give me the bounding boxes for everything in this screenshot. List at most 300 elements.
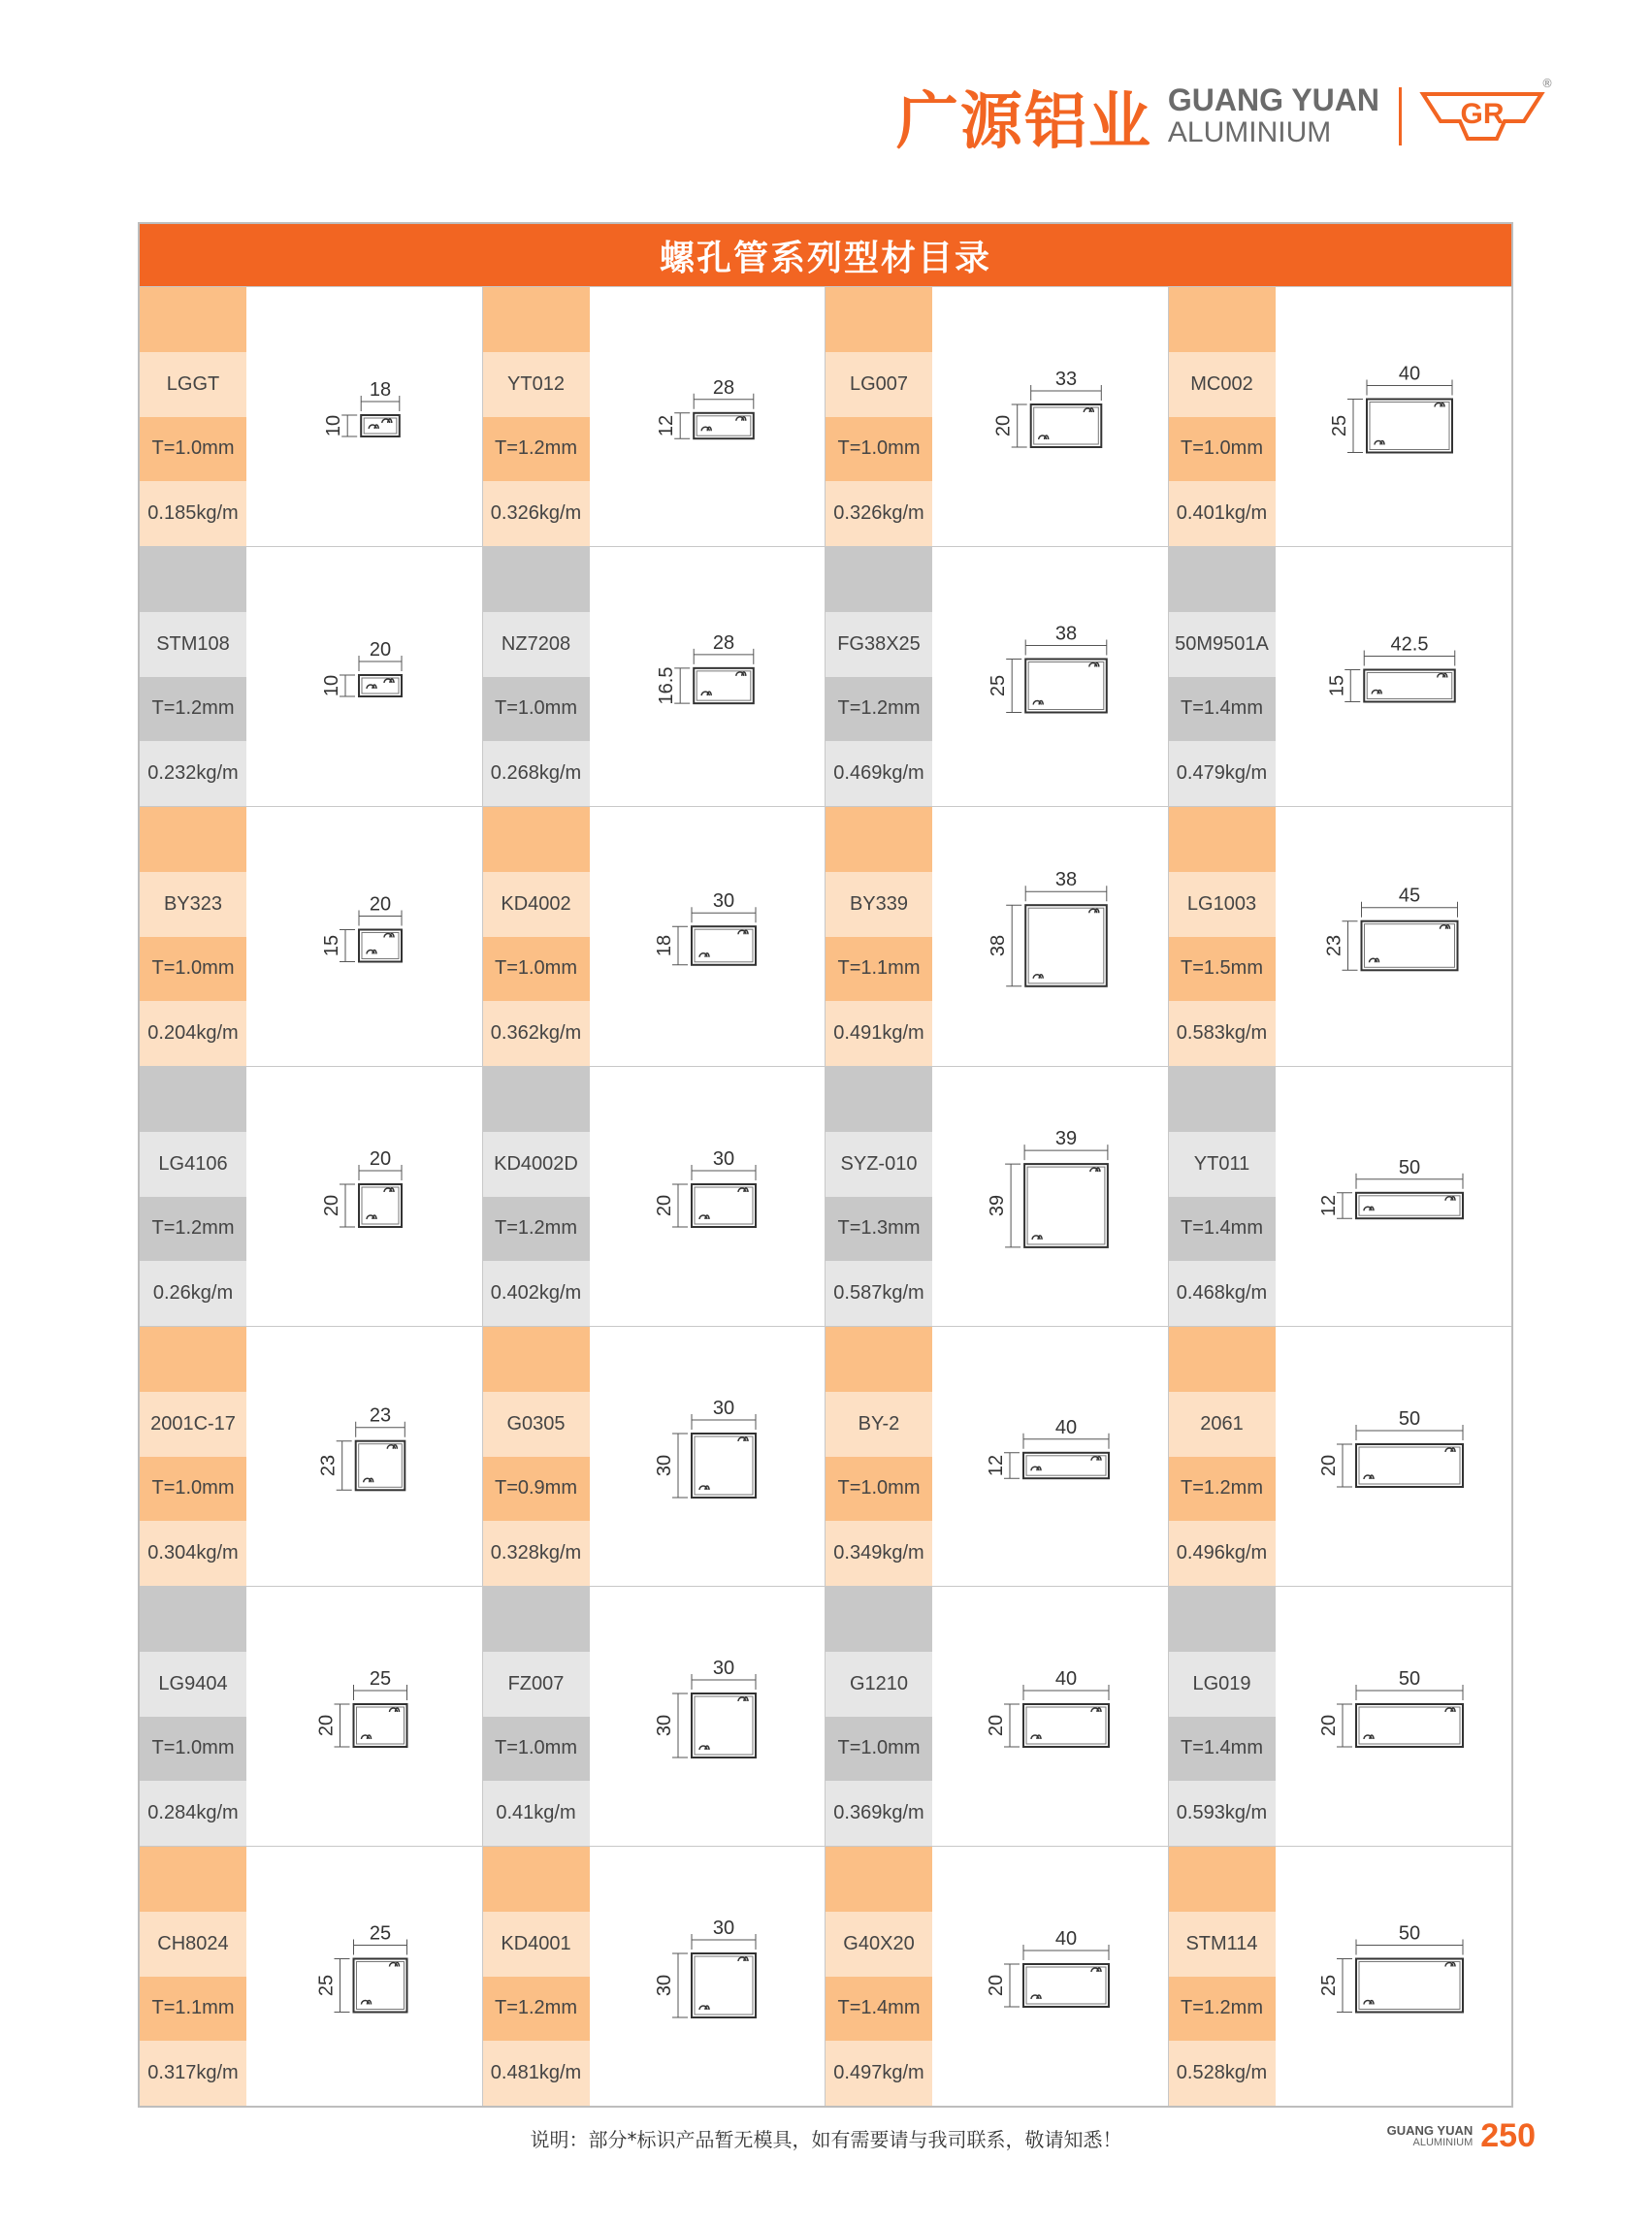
- profile-info: [140, 1847, 246, 2106]
- profile-thickness: T=1.0mm: [483, 937, 590, 1002]
- profile-card: [483, 1327, 826, 1586]
- profile-info: [483, 547, 590, 806]
- profile-thickness: T=1.3mm: [826, 1197, 932, 1262]
- width-dimension: 30: [712, 1398, 734, 1419]
- profile-code: BY323: [140, 872, 246, 937]
- screw-boss: [1364, 1207, 1374, 1210]
- profile-section-svg: [246, 1847, 483, 2106]
- profile-weight: 0.362kg/m: [483, 1001, 590, 1066]
- height-dimension: 10: [321, 674, 342, 697]
- info-header-swatch: [1169, 1067, 1276, 1132]
- screw-boss: [384, 934, 394, 938]
- screw-boss: [367, 1215, 376, 1219]
- width-dimension: 40: [1054, 1668, 1078, 1690]
- catalog-row: [140, 286, 1511, 546]
- profile-drawing: [1276, 807, 1512, 1066]
- profile-info: [826, 547, 932, 806]
- profile-card: [140, 1327, 483, 1586]
- profile-section-svg: [1276, 1327, 1512, 1586]
- screw-boss: [1369, 958, 1378, 962]
- height-dimension: 25: [315, 1974, 338, 1997]
- screw-boss: [738, 1188, 748, 1192]
- profile-weight: 0.304kg/m: [140, 1521, 246, 1586]
- height-dimension: 23: [1323, 934, 1344, 957]
- profile-outline: [1025, 660, 1107, 713]
- profile-card: [826, 547, 1169, 806]
- profile-info: [1169, 1327, 1276, 1586]
- profile-drawing: [1276, 1847, 1512, 2106]
- width-dimension: 20: [369, 1148, 392, 1170]
- profile-weight: 0.587kg/m: [826, 1261, 932, 1326]
- profile-section-svg: [590, 1327, 826, 1586]
- screw-boss: [699, 2006, 709, 2010]
- height-dimension: 25: [988, 674, 1010, 697]
- width-dimension: 30: [712, 890, 734, 913]
- catalog-row: [140, 1066, 1511, 1326]
- brand-name-en: [1168, 84, 1379, 147]
- height-dimension: 20: [1317, 1714, 1340, 1737]
- profile-thickness: T=1.0mm: [1169, 417, 1276, 482]
- width-dimension: 30: [712, 1658, 734, 1679]
- profile-info: [826, 1327, 932, 1586]
- profile-code: YT011: [1169, 1132, 1276, 1197]
- profile-card: [483, 1847, 826, 2106]
- profile-drawing: [590, 287, 826, 546]
- screw-boss: [1039, 435, 1049, 439]
- profile-section-svg: [590, 1067, 826, 1326]
- height-dimension: 38: [988, 934, 1010, 957]
- width-dimension: 42.5: [1390, 633, 1428, 656]
- profile-outline: [694, 668, 754, 703]
- profile-card: [826, 1067, 1169, 1326]
- profile-info: [1169, 1847, 1276, 2106]
- profile-drawing: [932, 1067, 1168, 1326]
- profile-info: [483, 807, 590, 1066]
- profile-drawing: [1276, 287, 1512, 546]
- screw-boss: [1084, 408, 1093, 412]
- profile-info: [1169, 807, 1276, 1066]
- profile-drawing: [590, 807, 826, 1066]
- profile-section-svg: [590, 287, 826, 546]
- profile-section-svg: [590, 1847, 826, 2106]
- info-header-swatch: [483, 287, 590, 352]
- height-dimension: 30: [653, 1454, 675, 1477]
- profile-weight: 0.528kg/m: [1169, 2041, 1276, 2106]
- width-dimension: 20: [369, 893, 392, 916]
- profile-weight: 0.491kg/m: [826, 1001, 932, 1066]
- info-header-swatch: [826, 1847, 932, 1912]
- width-dimension: 50: [1398, 1668, 1420, 1690]
- profile-drawing: [932, 1327, 1168, 1586]
- profile-weight: 0.349kg/m: [826, 1521, 932, 1586]
- profile-drawing: [1276, 1587, 1512, 1846]
- width-dimension: 50: [1398, 1156, 1420, 1178]
- screw-boss: [390, 1708, 400, 1712]
- profile-outline: [359, 930, 402, 962]
- profile-weight: 0.328kg/m: [483, 1521, 590, 1586]
- profile-card: [483, 807, 826, 1066]
- profile-info: [826, 807, 932, 1066]
- profile-card: [1169, 1327, 1512, 1586]
- profile-code: SYZ-010: [826, 1132, 932, 1197]
- screw-boss: [701, 427, 711, 431]
- profile-section-svg: [932, 1067, 1169, 1326]
- profile-code: LG007: [826, 352, 932, 417]
- profile-section-svg: [590, 1587, 826, 1846]
- profile-section-svg: [246, 547, 483, 806]
- profile-outline: [359, 1184, 402, 1227]
- screw-boss: [699, 1215, 709, 1219]
- screw-boss: [1091, 1968, 1101, 1972]
- info-header-swatch: [140, 1847, 246, 1912]
- profile-code: NZ7208: [483, 612, 590, 677]
- profile-drawing: [246, 1847, 482, 2106]
- profile-info: [140, 1327, 246, 1586]
- profile-section-svg: [932, 547, 1169, 806]
- profile-section-svg: [1276, 287, 1512, 546]
- profile-section-svg: [590, 547, 826, 806]
- profile-weight: 0.284kg/m: [140, 1781, 246, 1846]
- screw-boss: [699, 1746, 709, 1750]
- info-header-swatch: [483, 1067, 590, 1132]
- profile-outline: [1361, 921, 1457, 971]
- profile-thickness: T=1.1mm: [140, 1977, 246, 2042]
- width-dimension: 23: [369, 1404, 392, 1427]
- height-dimension: 20: [992, 414, 1015, 437]
- profile-drawing: [932, 1847, 1168, 2106]
- width-dimension: 20: [369, 639, 392, 661]
- profile-code: STM108: [140, 612, 246, 677]
- catalog-row: [140, 1586, 1511, 1846]
- profile-card: [1169, 1847, 1512, 2106]
- profile-weight: 0.268kg/m: [483, 741, 590, 806]
- profile-card: [483, 547, 826, 806]
- info-header-swatch: [140, 1587, 246, 1652]
- profile-card: [1169, 547, 1512, 806]
- profile-thickness: T=1.4mm: [1169, 677, 1276, 742]
- screw-boss: [1364, 1735, 1374, 1739]
- svg-text:GR: GR: [1460, 98, 1505, 130]
- profile-code: LG4106: [140, 1132, 246, 1197]
- profile-info: [826, 1067, 932, 1326]
- profile-weight: 0.469kg/m: [826, 741, 932, 806]
- screw-boss: [1364, 1475, 1374, 1479]
- screw-boss: [1031, 1995, 1041, 1999]
- profile-drawing: [590, 1067, 826, 1326]
- catalog-row: [140, 806, 1511, 1066]
- width-dimension: 38: [1054, 869, 1078, 891]
- screw-boss: [1440, 925, 1449, 929]
- screw-boss: [382, 419, 392, 423]
- info-header-swatch: [1169, 547, 1276, 612]
- profile-drawing: [932, 287, 1168, 546]
- info-header-swatch: [483, 1327, 590, 1392]
- brand-divider: [1399, 87, 1402, 145]
- footer-brand-line1: GUANG YUAN: [1386, 2122, 1474, 2138]
- profile-inner-wall: [695, 1187, 753, 1224]
- profile-outline: [1364, 670, 1455, 702]
- width-dimension: 28: [712, 376, 734, 399]
- info-header-swatch: [483, 807, 590, 872]
- profile-code: LG1003: [1169, 872, 1276, 937]
- height-dimension: 30: [653, 1714, 675, 1737]
- profile-inner-wall: [695, 929, 753, 962]
- profile-weight: 0.232kg/m: [140, 741, 246, 806]
- profile-code: BY-2: [826, 1392, 932, 1457]
- width-dimension: 50: [1398, 1922, 1420, 1945]
- width-dimension: 18: [369, 379, 392, 401]
- profile-card: [1169, 287, 1512, 546]
- profile-weight: 0.479kg/m: [1169, 741, 1276, 806]
- info-header-swatch: [140, 1327, 246, 1392]
- catalog-row: [140, 546, 1511, 806]
- screw-boss: [738, 1437, 748, 1441]
- profile-section-svg: [1276, 1067, 1512, 1326]
- profile-card: [140, 807, 483, 1066]
- height-dimension: 16.5: [655, 666, 677, 705]
- profile-info: [140, 1587, 246, 1846]
- profile-weight: 0.41kg/m: [483, 1781, 590, 1846]
- profile-info: [140, 1067, 246, 1326]
- profile-info: [483, 1067, 590, 1326]
- width-dimension: 28: [712, 631, 734, 654]
- info-header-swatch: [140, 1067, 246, 1132]
- catalog-row: [140, 1846, 1511, 2106]
- profile-section-svg: [246, 807, 483, 1066]
- screw-boss: [1031, 1735, 1041, 1739]
- profile-inner-wall: [357, 1707, 405, 1744]
- profile-weight: 0.496kg/m: [1169, 1521, 1276, 1586]
- screw-boss: [390, 1963, 400, 1967]
- profile-card: [483, 1587, 826, 1846]
- footer-note: 说明：部分*标识产品暂无模具，如有需要请与我司联系，敬请知悉！: [530, 2128, 1122, 2151]
- profile-section-svg: [932, 1327, 1169, 1586]
- height-dimension: 20: [653, 1194, 675, 1217]
- brand-name-cn: 广源铝业: [895, 86, 1152, 158]
- profile-card: [826, 807, 1169, 1066]
- width-dimension: 45: [1398, 885, 1420, 907]
- company-logo: [1419, 77, 1553, 150]
- screw-boss: [1445, 1708, 1455, 1712]
- profile-thickness: T=1.4mm: [1169, 1197, 1276, 1262]
- screw-boss: [1364, 2001, 1374, 2005]
- profile-inner-wall: [1364, 924, 1454, 968]
- height-dimension: 20: [321, 1194, 342, 1217]
- profile-info: [1169, 287, 1276, 546]
- screw-boss: [735, 672, 745, 676]
- screw-boss: [362, 2001, 372, 2005]
- profile-thickness: T=1.0mm: [826, 1457, 932, 1522]
- width-dimension: 40: [1398, 363, 1420, 385]
- profile-card: [1169, 807, 1512, 1066]
- screw-boss: [364, 1478, 373, 1482]
- profile-weight: 0.326kg/m: [483, 481, 590, 546]
- profile-info: [826, 287, 932, 546]
- header: [895, 68, 1553, 165]
- profile-card: [140, 1587, 483, 1846]
- profile-code: BY339: [826, 872, 932, 937]
- profile-code: 2061: [1169, 1392, 1276, 1457]
- screw-boss: [367, 951, 376, 954]
- width-dimension: 50: [1398, 1408, 1420, 1430]
- profile-thickness: T=1.2mm: [483, 417, 590, 482]
- profile-outline: [1356, 1444, 1463, 1487]
- screw-boss: [1033, 701, 1043, 705]
- profile-code: STM114: [1169, 1912, 1276, 1977]
- profile-code: G40X20: [826, 1912, 932, 1977]
- info-header-swatch: [483, 547, 590, 612]
- profile-weight: 0.401kg/m: [1169, 481, 1276, 546]
- screw-boss: [701, 692, 711, 695]
- profile-thickness: T=1.2mm: [1169, 1457, 1276, 1522]
- screw-boss: [387, 1445, 397, 1449]
- profile-inner-wall: [1026, 1456, 1106, 1475]
- profile-drawing: [932, 547, 1168, 806]
- screw-boss: [367, 685, 376, 689]
- profile-drawing: [246, 287, 482, 546]
- footer-brand-line2: ALUMINIUM: [1412, 2136, 1474, 2148]
- profile-info: [1169, 547, 1276, 806]
- info-header-swatch: [1169, 287, 1276, 352]
- profile-info: [826, 1587, 932, 1846]
- screw-boss: [738, 1697, 748, 1701]
- profile-weight: 0.317kg/m: [140, 2041, 246, 2106]
- height-dimension: 20: [986, 1714, 1007, 1737]
- screw-boss: [1435, 403, 1444, 407]
- info-header-swatch: [483, 1847, 590, 1912]
- profile-inner-wall: [1034, 407, 1099, 444]
- info-header-swatch: [1169, 807, 1276, 872]
- profile-drawing: [1276, 1067, 1512, 1326]
- info-header-swatch: [1169, 1587, 1276, 1652]
- profile-card: [1169, 1067, 1512, 1326]
- profile-section-svg: [932, 1847, 1169, 2106]
- profile-inner-wall: [1359, 1962, 1460, 2010]
- profile-card: [140, 1847, 483, 2106]
- profile-drawing: [590, 1847, 826, 2106]
- height-dimension: 23: [317, 1454, 340, 1477]
- profile-thickness: T=1.5mm: [1169, 937, 1276, 1002]
- profile-info: [1169, 1587, 1276, 1846]
- screw-boss: [735, 417, 745, 421]
- profile-inner-wall: [1028, 908, 1104, 984]
- profile-code: G1210: [826, 1652, 932, 1717]
- profile-drawing: [932, 807, 1168, 1066]
- screw-boss: [384, 679, 394, 683]
- profile-inner-wall: [1027, 1167, 1105, 1244]
- brand-en-line2: ALUMINIUM: [1167, 116, 1332, 149]
- profile-drawing: [590, 547, 826, 806]
- brand-en-line1: GUANG YUAN: [1167, 82, 1379, 118]
- profile-code: FG38X25: [826, 612, 932, 677]
- profile-info: [140, 807, 246, 1066]
- info-header-swatch: [826, 547, 932, 612]
- info-header-swatch: [826, 807, 932, 872]
- profile-thickness: T=1.2mm: [140, 677, 246, 742]
- profile-card: [1169, 1587, 1512, 1846]
- profile-info: [140, 287, 246, 546]
- profile-drawing: [932, 1587, 1168, 1846]
- profile-code: LG9404: [140, 1652, 246, 1717]
- screw-boss: [1437, 674, 1446, 678]
- profile-outline: [1024, 1164, 1108, 1247]
- width-dimension: 25: [369, 1922, 392, 1945]
- screw-boss: [369, 425, 378, 429]
- profile-info: [826, 1847, 932, 2106]
- profile-card: [826, 1327, 1169, 1586]
- profile-thickness: T=1.1mm: [826, 937, 932, 1002]
- profile-card: [826, 1587, 1169, 1846]
- info-header-swatch: [483, 1587, 590, 1652]
- profile-thickness: T=1.2mm: [483, 1977, 590, 2042]
- info-header-swatch: [826, 1067, 932, 1132]
- screw-boss: [699, 953, 709, 957]
- width-dimension: 38: [1054, 623, 1078, 645]
- profile-section-svg: [932, 1587, 1169, 1846]
- info-header-swatch: [140, 807, 246, 872]
- profile-weight: 0.593kg/m: [1169, 1781, 1276, 1846]
- catalog-rows: [140, 286, 1511, 2106]
- profile-weight: 0.369kg/m: [826, 1781, 932, 1846]
- profile-inner-wall: [357, 1962, 405, 2010]
- profile-card: [140, 287, 483, 546]
- screw-boss: [1091, 1708, 1101, 1712]
- profile-drawing: [246, 1587, 482, 1846]
- profile-thickness: T=1.4mm: [826, 1977, 932, 2042]
- height-dimension: 15: [1325, 674, 1347, 697]
- profile-drawing: [1276, 547, 1512, 806]
- width-dimension: 39: [1054, 1128, 1078, 1150]
- profile-thickness: T=0.9mm: [483, 1457, 590, 1522]
- profile-card: [483, 1067, 826, 1326]
- profile-outline: [692, 1953, 756, 2017]
- profile-inner-wall: [1359, 1196, 1460, 1215]
- screw-boss: [699, 1486, 709, 1490]
- profile-info: [483, 1327, 590, 1586]
- profile-thickness: T=1.0mm: [483, 677, 590, 742]
- footer-brand: [1387, 2117, 1536, 2155]
- profile-section-svg: [246, 1587, 483, 1846]
- profile-outline: [692, 1434, 756, 1498]
- width-dimension: 25: [369, 1668, 392, 1690]
- profile-thickness: T=1.2mm: [140, 1197, 246, 1262]
- screw-boss: [1089, 663, 1099, 667]
- height-dimension: 18: [653, 934, 675, 957]
- screw-boss: [1445, 1197, 1455, 1201]
- profile-code: G0305: [483, 1392, 590, 1457]
- profile-section-svg: [1276, 1587, 1512, 1846]
- screw-boss: [1372, 691, 1381, 694]
- profile-info: [483, 1847, 590, 2106]
- profile-weight: 0.481kg/m: [483, 2041, 590, 2106]
- profile-drawing: [590, 1587, 826, 1846]
- profile-section-svg: [1276, 807, 1512, 1066]
- info-header-swatch: [1169, 1847, 1276, 1912]
- screw-boss: [1090, 1168, 1100, 1172]
- screw-boss: [362, 1735, 372, 1739]
- profile-thickness: T=1.0mm: [826, 417, 932, 482]
- profile-weight: 0.497kg/m: [826, 2041, 932, 2106]
- profile-thickness: T=1.0mm: [140, 417, 246, 482]
- screw-boss: [738, 930, 748, 934]
- profile-outline: [1023, 1964, 1109, 2007]
- screw-boss: [1445, 1963, 1455, 1967]
- profile-info: [1169, 1067, 1276, 1326]
- catalog-row: [140, 1326, 1511, 1586]
- profile-thickness: T=1.2mm: [1169, 1977, 1276, 2042]
- screw-boss: [1375, 441, 1384, 445]
- profile-card: [140, 547, 483, 806]
